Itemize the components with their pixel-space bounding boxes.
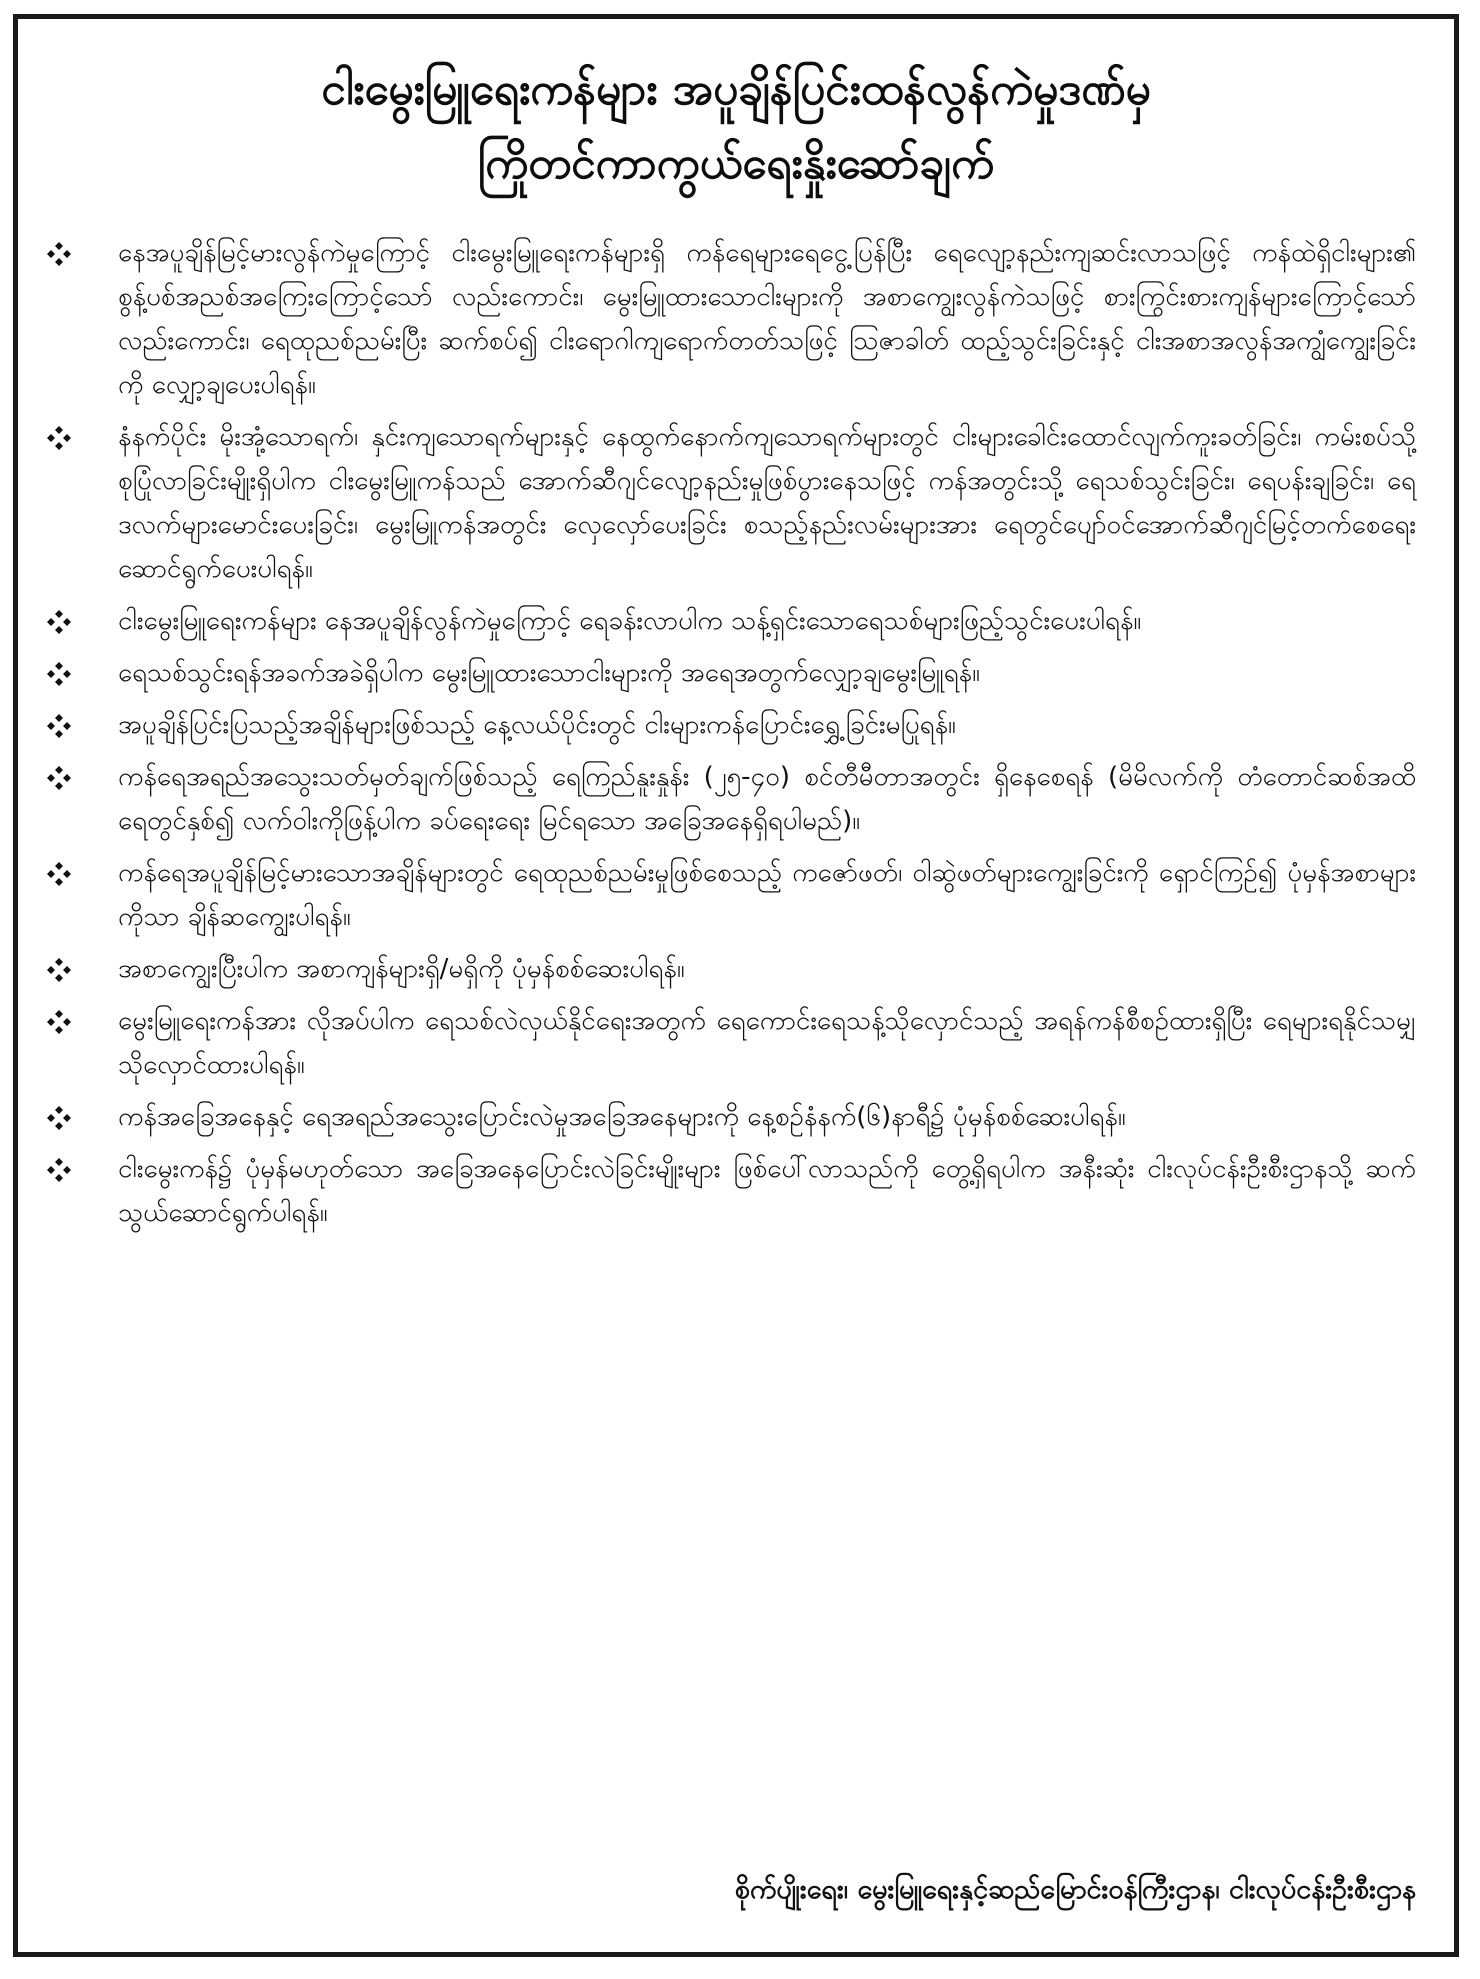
- advice-item: [42, 1095, 1416, 1139]
- advice-item: [42, 599, 1416, 643]
- title-line-2: ကြိုတင်ကာကွယ်ရေးနှိုးဆော်ချက်: [477, 138, 995, 189]
- advice-item-text: ရေသစ်သွင်းရန်အခက်အခဲရှိပါက မွေးမြူထားသောငါးများကို အရေအတွက်လျှော့ချမွေးမြူရန်။: [118, 658, 980, 688]
- advice-item-text: နေအပူချိန်မြင့်မားလွန်ကဲမှုကြောင့် ငါးမွေးမြူရေးကန်များရှိ ကန်ရေများရေငွေ့ပြန်ပြီး ရေလျော့နည်းကျဆင်းလာသဖြင့် ကန်ထဲရှိငါးများ၏ စွန့်ပစ်အညစ်အကြေးကြောင့်သော် လည်းကောင်း၊ မွေးမြူထားသောငါးများကို အစာကျွေးလွန်ကဲသဖြင့် စားကြွင်းစားကျန်များကြောင့်သော် လည်းကောင်း၊ ရေထုညစ်ညမ်းပြီး ဆက်စပ်၍ ငါးရောဂါကျရောက်တတ်သဖြင့် ဩဇာခါတ် ထည့်သွင်းခြင်းနှင့် ငါးအစာအလွန်အကျွံကျွေးခြင်းကို လျှော့ချပေးပါရန်။: [118, 238, 1416, 400]
- advice-item: [42, 851, 1416, 939]
- diamond-bullet-icon: [46, 1105, 72, 1131]
- diamond-bullet-icon: [46, 241, 72, 267]
- diamond-bullet-icon: [46, 1009, 72, 1035]
- advice-item-text: ငါးမွေးကန်၌ ပုံမှန်မဟုတ်သော အခြေအနေပြောင်းလဲခြင်းမျိုးများ ဖြစ်ပေါ်လာသည်ကို တွေ့ရှိရပါက အနီးဆုံး ငါးလုပ်ငန်းဦးစီးဌာနသို့ ဆက်သွယ်ဆောင်ရွက်ပါရန်။: [118, 1154, 1416, 1228]
- diamond-bullet-icon: [46, 713, 72, 739]
- advice-item: [42, 947, 1416, 991]
- advice-item-text: ငါးမွေးမြူရေးကန်များ နေအပူချိန်လွန်ကဲမှုကြောင့် ရေခန်းလာပါက သန့်ရှင်းသောရေသစ်များဖြည့်သွင်းပေးပါရန်။: [118, 606, 1142, 636]
- advice-item: [42, 415, 1416, 591]
- notice-frame: [13, 14, 1459, 1957]
- diamond-bullet-icon: [46, 861, 72, 887]
- advice-item: [42, 755, 1416, 843]
- advice-item: [42, 651, 1416, 695]
- diamond-bullet-icon: [46, 765, 72, 791]
- advice-item-text: မွေးမြူရေးကန်အား လိုအပ်ပါက ရေသစ်လဲလှယ်နိုင်ရေးအတွက် ရေကောင်းရေသန့်သိုလှောင်သည့် အရန်ကန်စီစဉ်ထားရှိပြီး ရေများရနိုင်သမျှ သိုလှောင်ထားပါရန်။: [118, 1006, 1416, 1080]
- advice-item: [42, 1147, 1416, 1235]
- advice-item-text: ကန်ရေအပူချိန်မြင့်မားသောအချိန်များတွင် ရေထုညစ်ညမ်းမှုဖြစ်စေသည့် ကဇော်ဖတ်၊ ဝါဆွဲဖတ်များကျွေးခြင်းကို ရှောင်ကြဉ်၍ ပုံမှန်အစာများကိုသာ ချိန်ဆကျွေးပါရန်။: [118, 858, 1416, 932]
- diamond-bullet-icon: [46, 661, 72, 687]
- diamond-bullet-icon: [46, 609, 72, 635]
- notice-title: [58, 53, 1414, 201]
- diamond-bullet-icon: [46, 425, 72, 451]
- advice-item-text: ကန်ရေအရည်အသွေးသတ်မှတ်ချက်ဖြစ်သည့် ရေကြည်နူးနှုန်း (၂၅-၄၀) စင်တီမီတာအတွင်း ရှိနေစေရန် (မိမိလက်ကို တံတောင်ဆစ်အထိ ရေတွင်နှစ်၍ လက်ဝါးကိုဖြန့်ပါက ခပ်ရေးရေး မြင်ရသော အခြေအနေရှိရပါမည်)။: [118, 762, 1416, 836]
- advice-item: [42, 231, 1416, 407]
- advice-item-text: အပူချိန်ပြင်းပြသည့်အချိန်များဖြစ်သည့် နေ့လယ်ပိုင်းတွင် ငါးများကန်ပြောင်းရွှေ့ခြင်းမပြုရန်။: [118, 710, 956, 740]
- title-line-1: ငါးမွေးမြူရေးကန်များ အပူချိန်ပြင်းထန်လွန်ကဲမှုဒဏ်မှ: [321, 64, 1151, 115]
- advice-item-text: ကန်အခြေအနေနှင့် ရေအရည်အသွေးပြောင်းလဲမှုအခြေအနေများကို နေ့စဉ်နံနက်(၆)နာရီ၌ ပုံမှန်စစ်ဆေးပါရန်။: [118, 1102, 1126, 1132]
- diamond-bullet-icon: [46, 957, 72, 983]
- advice-list: [42, 231, 1416, 1235]
- advice-item-text: နံနက်ပိုင်း မိုးအုံ့သောရက်၊ နှင်းကျသောရက်များနှင့် နေထွက်နောက်ကျသောရက်များတွင် ငါးများခေါင်းထောင်လျက်ကူးခတ်ခြင်း၊ ကမ်းစပ်သို့ စုပြုံလာခြင်းမျိုးရှိပါက ငါးမွေးမြူကန်သည် အောက်ဆီဂျင်လျော့နည်းမှုဖြစ်ပွားနေသဖြင့် ကန်အတွင်းသို့ ရေသစ်သွင်းခြင်း၊ ရေပန်းချခြင်း၊ ရေဒလက်များမောင်းပေးခြင်း၊ မွေးမြူကန်အတွင်း လှေလှော်ပေးခြင်း စသည့်နည်းလမ်းများအား ရေတွင်ပျော်ဝင်အောက်ဆီဂျင်မြင့်တက်စေရေး ဆောင်ရွက်ပေးပါရန်။: [118, 422, 1416, 584]
- advice-item: [42, 703, 1416, 747]
- diamond-bullet-icon: [46, 1157, 72, 1183]
- issuer-signature: စိုက်ပျိုးရေး၊ မွေးမြူရေးနှင့်ဆည်မြောင်းဝန်ကြီးဌာန၊ ငါးလုပ်ငန်းဦးစီးဌာန: [734, 1874, 1416, 1905]
- advice-item-text: အစာကျွေးပြီးပါက အစာကျန်များရှိ/မရှိကို ပုံမှန်စစ်ဆေးပါရန်။: [118, 954, 685, 984]
- advice-item: [42, 999, 1416, 1087]
